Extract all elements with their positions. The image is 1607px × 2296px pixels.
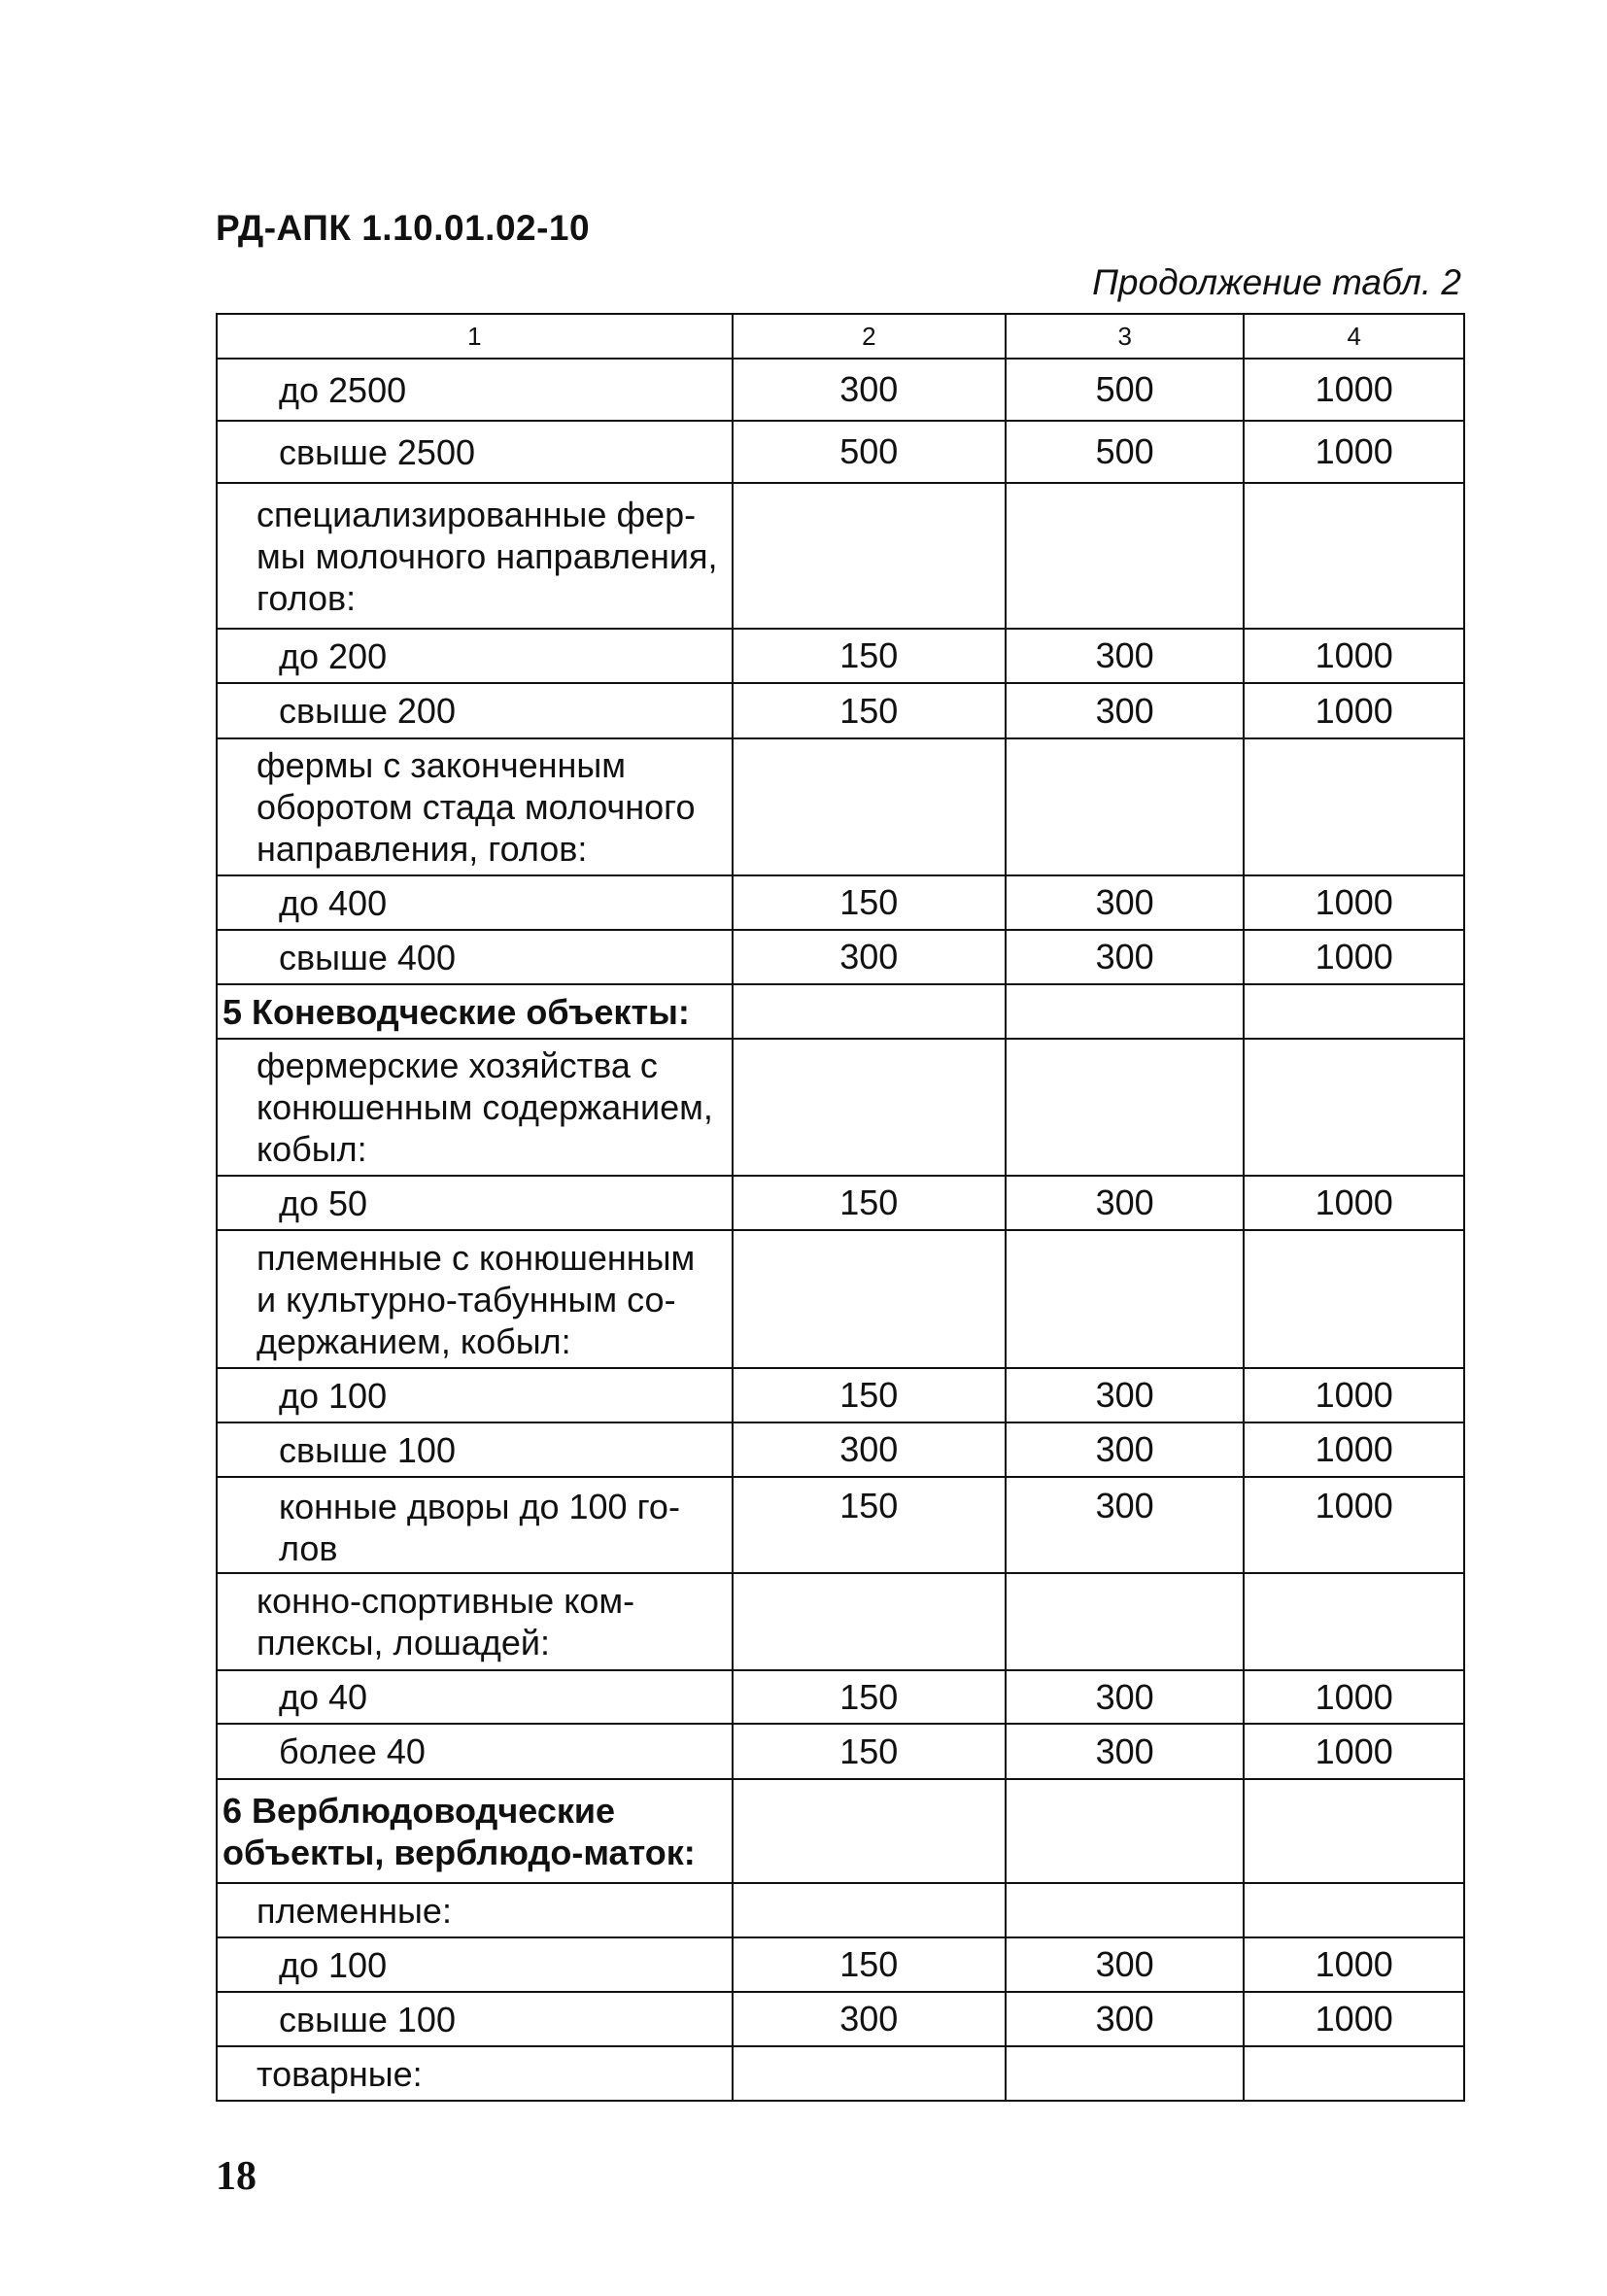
value-col4: 1000 — [1244, 683, 1464, 738]
value-col2 — [733, 1779, 1006, 1883]
value-col4: 1000 — [1244, 1724, 1464, 1779]
value-col4 — [1244, 483, 1464, 629]
document-code: РД-АПК 1.10.01.02-10 — [216, 208, 591, 248]
value-col4: 1000 — [1244, 1992, 1464, 2046]
section-row — [217, 984, 1464, 1039]
table-row — [217, 421, 1464, 483]
table-row — [217, 629, 1464, 683]
value-col4 — [1244, 1039, 1464, 1176]
table-row — [217, 930, 1464, 984]
table-row — [217, 738, 1464, 875]
value-col3 — [1006, 1230, 1244, 1368]
row-label: свыше 100 — [217, 1422, 733, 1477]
table-header-row — [217, 314, 1464, 359]
value-col4 — [1244, 984, 1464, 1039]
value-col4: 1000 — [1244, 1670, 1464, 1724]
row-label: племенные: — [217, 1883, 733, 1937]
value-col2: 150 — [733, 1176, 1006, 1230]
value-col4: 1000 — [1244, 1176, 1464, 1230]
value-col4 — [1244, 1779, 1464, 1883]
row-label: племенные с конюшенным и культурно-табунным содержанием, кобыл: — [217, 1230, 733, 1368]
table-row — [217, 1176, 1464, 1230]
value-col4: 1000 — [1244, 1368, 1464, 1422]
value-col2: 150 — [733, 629, 1006, 683]
value-col2 — [733, 1573, 1006, 1670]
value-col4: 1000 — [1244, 421, 1464, 483]
column-header: 1 — [217, 314, 733, 359]
value-col3 — [1006, 1883, 1244, 1937]
table-row — [217, 1477, 1464, 1573]
value-col2: 150 — [733, 1937, 1006, 1992]
value-col2: 500 — [733, 421, 1006, 483]
value-col3: 300 — [1006, 1937, 1244, 1992]
row-label: конные дворы до 100 голов — [217, 1477, 733, 1573]
value-col3 — [1006, 2046, 1244, 2101]
value-col3: 300 — [1006, 1176, 1244, 1230]
row-label: товарные: — [217, 2046, 733, 2101]
table-row — [217, 1992, 1464, 2046]
value-col4 — [1244, 1230, 1464, 1368]
table-row — [217, 1422, 1464, 1477]
value-col3: 300 — [1006, 1368, 1244, 1422]
value-col3: 300 — [1006, 1477, 1244, 1573]
row-label: фермерские хозяйства с конюшенным содержанием, кобыл: — [217, 1039, 733, 1176]
column-header: 2 — [733, 314, 1006, 359]
row-label: фермы с законченным оборотом стада молочного направления, голов: — [217, 738, 733, 875]
value-col4 — [1244, 738, 1464, 875]
value-col3: 300 — [1006, 1670, 1244, 1724]
value-col2 — [733, 1883, 1006, 1937]
value-col4: 1000 — [1244, 930, 1464, 984]
value-col2: 150 — [733, 1670, 1006, 1724]
value-col2: 150 — [733, 1724, 1006, 1779]
value-col2: 150 — [733, 1477, 1006, 1573]
table-row — [217, 1368, 1464, 1422]
section-row — [217, 1779, 1464, 1883]
table-row — [217, 683, 1464, 738]
value-col4: 1000 — [1244, 875, 1464, 930]
row-label: свыше 400 — [217, 930, 733, 984]
value-col4 — [1244, 1883, 1464, 1937]
row-label: специализированные фермы молочного направления, голов: — [217, 483, 733, 629]
value-col4 — [1244, 2046, 1464, 2101]
value-col3: 500 — [1006, 359, 1244, 421]
table-row — [217, 2046, 1464, 2101]
table-row — [217, 1937, 1464, 1992]
row-label: до 50 — [217, 1176, 733, 1230]
row-label: свыше 100 — [217, 1992, 733, 2046]
value-col3: 300 — [1006, 629, 1244, 683]
table-row — [217, 1670, 1464, 1724]
value-col3: 300 — [1006, 930, 1244, 984]
table-row — [217, 875, 1464, 930]
row-label: свыше 2500 — [217, 421, 733, 483]
value-col3: 500 — [1006, 421, 1244, 483]
value-col2 — [733, 738, 1006, 875]
value-col3: 300 — [1006, 1422, 1244, 1477]
table-row — [217, 483, 1464, 629]
row-label: более 40 — [217, 1724, 733, 1779]
value-col4 — [1244, 1573, 1464, 1670]
value-col2: 150 — [733, 1368, 1006, 1422]
value-col2: 300 — [733, 1992, 1006, 2046]
row-label: до 2500 — [217, 359, 733, 421]
value-col2 — [733, 483, 1006, 629]
table-row — [217, 1883, 1464, 1937]
table-caption: Продолжение табл. 2 — [1092, 262, 1461, 302]
row-label: до 40 — [217, 1670, 733, 1724]
value-col3 — [1006, 738, 1244, 875]
value-col2 — [733, 1039, 1006, 1176]
value-col2: 300 — [733, 359, 1006, 421]
value-col4: 1000 — [1244, 359, 1464, 421]
table-row — [217, 1039, 1464, 1176]
value-col2 — [733, 1230, 1006, 1368]
row-label: до 100 — [217, 1937, 733, 1992]
value-col3: 300 — [1006, 1992, 1244, 2046]
value-col3: 300 — [1006, 683, 1244, 738]
value-col3 — [1006, 1039, 1244, 1176]
section-heading: 5 Коневодческие объекты: — [217, 984, 733, 1039]
value-col4: 1000 — [1244, 1937, 1464, 1992]
row-label: конно-спортивные комплексы, лошадей: — [217, 1573, 733, 1670]
value-col2 — [733, 2046, 1006, 2101]
table-row — [217, 1573, 1464, 1670]
value-col3: 300 — [1006, 875, 1244, 930]
value-col4: 1000 — [1244, 1477, 1464, 1573]
value-col2: 150 — [733, 875, 1006, 930]
value-col3: 300 — [1006, 1724, 1244, 1779]
table-row — [217, 1724, 1464, 1779]
column-header: 4 — [1244, 314, 1464, 359]
page-number: 18 — [216, 2154, 256, 2199]
row-label: свыше 200 — [217, 683, 733, 738]
row-label: до 200 — [217, 629, 733, 683]
value-col4: 1000 — [1244, 629, 1464, 683]
value-col2: 300 — [733, 1422, 1006, 1477]
distance-table — [216, 313, 1465, 2102]
value-col3 — [1006, 984, 1244, 1039]
column-header: 3 — [1006, 314, 1244, 359]
value-col4: 1000 — [1244, 1422, 1464, 1477]
value-col2 — [733, 984, 1006, 1039]
table-row — [217, 359, 1464, 421]
row-label: до 100 — [217, 1368, 733, 1422]
table-row — [217, 1230, 1464, 1368]
section-heading: 6 Верблюдоводческие объекты, верблюдо-маток: — [217, 1779, 733, 1883]
value-col3 — [1006, 1573, 1244, 1670]
value-col2: 150 — [733, 683, 1006, 738]
value-col2: 300 — [733, 930, 1006, 984]
row-label: до 400 — [217, 875, 733, 930]
value-col3 — [1006, 1779, 1244, 1883]
value-col3 — [1006, 483, 1244, 629]
